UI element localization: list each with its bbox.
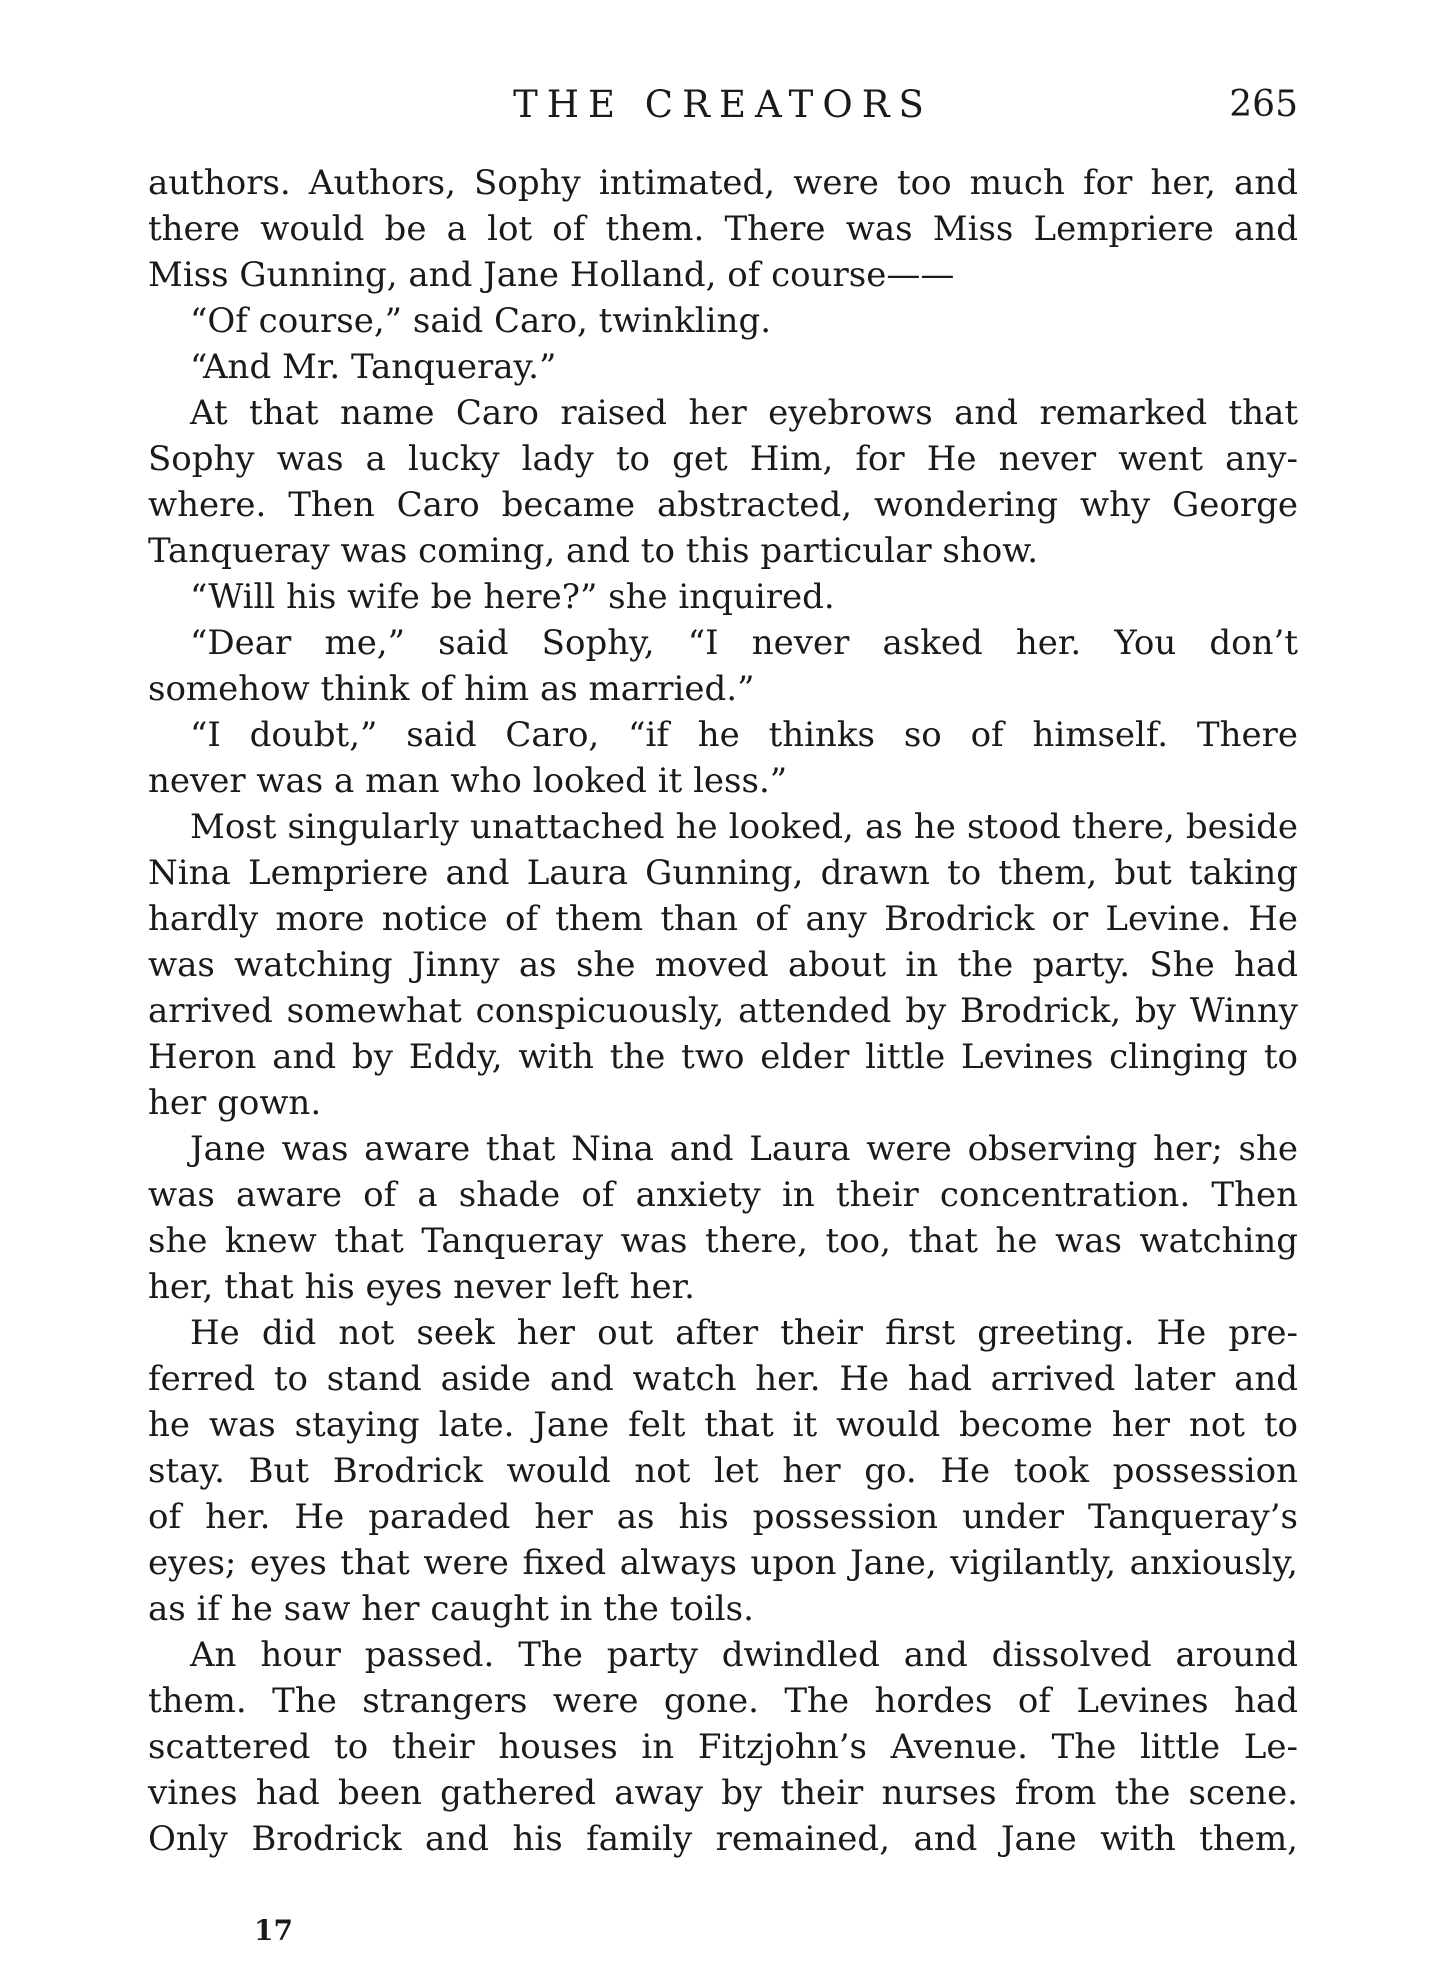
text-line: vines had been gathered away by their nurses from the scene. <box>148 1773 1298 1813</box>
running-title: THE CREATORS <box>513 83 933 126</box>
text-line: arrived somewhat conspicuously, attended by Brodrick, by Winny <box>148 991 1298 1031</box>
text-line: “I doubt,” said Caro, “if he thinks so of himself. There <box>190 715 1298 755</box>
text-line: “Of course,” said Caro, twinkling. <box>190 301 772 341</box>
signature-mark: 17 <box>254 1914 293 1947</box>
text-line: as if he saw her caught in the toils. <box>148 1589 754 1629</box>
text-line: An hour passed. The party dwindled and dissolved around <box>190 1635 1298 1675</box>
text-line: never was a man who looked it less.” <box>148 761 788 801</box>
text-line: “Dear me,” said Sophy, “I never asked her. You don’t <box>190 623 1298 663</box>
text-line: Nina Lempriere and Laura Gunning, drawn to them, but taking <box>148 853 1298 893</box>
text-line: somehow think of him as married.” <box>148 669 755 709</box>
text-line: Only Brodrick and his family remained, and Jane with them, <box>148 1819 1298 1859</box>
text-line: of her. He paraded her as his possession under Tanqueray’s <box>148 1497 1298 1537</box>
text-line: Most singularly unattached he looked, as he stood there, beside <box>190 807 1298 847</box>
text-line: At that name Caro raised her eyebrows and remarked that <box>190 393 1298 433</box>
text-line: was watching Jinny as she moved about in the party. She had <box>148 945 1298 985</box>
text-line: He did not seek her out after their first greeting. He pre- <box>190 1313 1298 1353</box>
page-header <box>148 80 1298 130</box>
text-line: Tanqueray was coming, and to this particular show. <box>148 531 1039 571</box>
text-line: her, that his eyes never left her. <box>148 1267 695 1307</box>
text-line: them. The strangers were gone. The hordes of Levines had <box>148 1681 1298 1721</box>
text-line: was aware of a shade of anxiety in their concentration. Then <box>148 1175 1298 1215</box>
text-line: there would be a lot of them. There was Miss Lempriere and <box>148 209 1298 249</box>
text-line: he was staying late. Jane felt that it would become her not to <box>148 1405 1298 1445</box>
text-line: her gown. <box>148 1083 322 1123</box>
text-line: Heron and by Eddy, with the two elder little Levines clinging to <box>148 1037 1298 1077</box>
text-line: authors. Authors, Sophy intimated, were too much for her, and <box>148 163 1298 203</box>
body-text <box>148 160 1298 1862</box>
text-line: where. Then Caro became abstracted, wondering why George <box>148 485 1298 525</box>
text-line: hardly more notice of them than of any Brodrick or Levine. He <box>148 899 1298 939</box>
text-line: she knew that Tanqueray was there, too, that he was watching <box>148 1221 1298 1261</box>
text-line: stay. But Brodrick would not let her go. He took possession <box>148 1451 1298 1491</box>
text-line: eyes; eyes that were fixed always upon Jane, vigilantly, anxiously, <box>148 1543 1298 1583</box>
text-line: Sophy was a lucky lady to get Him, for He never went any- <box>148 439 1298 479</box>
text-line: ferred to stand aside and watch her. He had arrived later and <box>148 1359 1298 1399</box>
text-line: “And Mr. Tanqueray.” <box>190 347 557 387</box>
text-line: scattered to their houses in Fitzjohn’s Avenue. The little Le- <box>148 1727 1298 1767</box>
page-number: 265 <box>1229 84 1298 125</box>
text-line: Miss Gunning, and Jane Holland, of course—— <box>148 255 955 295</box>
text-line: “Will his wife be here?” she inquired. <box>190 577 835 617</box>
text-line: Jane was aware that Nina and Laura were observing her; she <box>190 1129 1298 1169</box>
